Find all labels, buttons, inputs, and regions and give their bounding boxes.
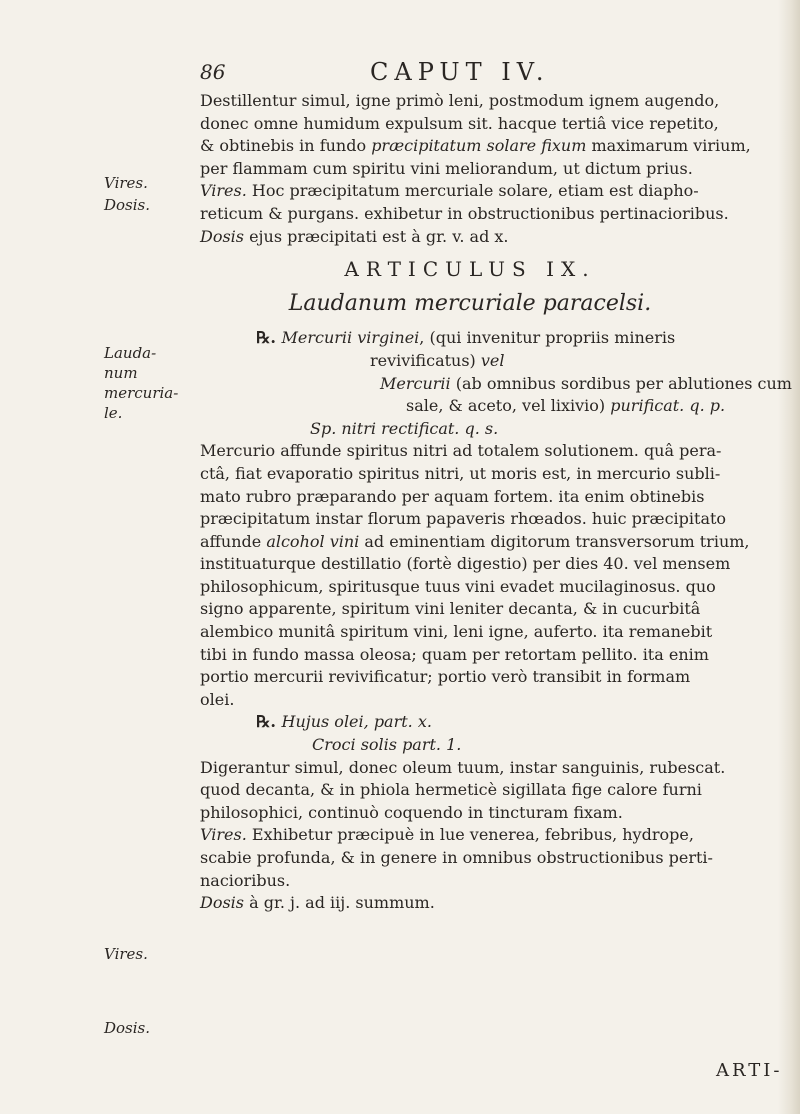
- text-line: olei.: [200, 689, 235, 709]
- text-line: reticum & purgans. exhibetur in obstructionibus pertinacioribus.: [200, 203, 729, 223]
- margin-note-vires-2: Vires.: [104, 945, 148, 963]
- text-run-italic: præcipitatum solare fixum: [371, 136, 587, 156]
- text-line: instituaturque destillatio (fortè digestio) per dies 40. vel mensem: [200, 554, 731, 574]
- text-line: nacioribus.: [200, 870, 291, 890]
- article-subtitle: Laudanum mercuriale paracelsi.: [288, 290, 652, 316]
- text-run: revivificatus): [370, 350, 481, 370]
- page-header: [200, 58, 620, 88]
- body-text: [200, 90, 792, 915]
- text-run: (ab omnibus sordibus per ablutiones cum: [450, 373, 792, 393]
- recipe-line: [200, 373, 792, 396]
- text-line: [200, 824, 780, 847]
- text-run: à gr. j. ad iij. summum.: [244, 893, 435, 913]
- text-line: quod decanta, & in phiola hermeticè sigillata fige calore furni: [200, 780, 702, 800]
- recipe-line: Sp. nitri rectificat. q. s.: [310, 418, 499, 438]
- recipe-line: [200, 350, 780, 373]
- text-line: Destillentur simul, igne primò leni, postmodum ignem augendo,: [200, 91, 720, 110]
- text-line: alembico munitâ spiritum vini, leni igne, auferto. ita remanebit: [200, 622, 713, 642]
- article-title: ARTICULUS IX.: [344, 257, 596, 282]
- margin-note-dosis-2: Dosis.: [104, 1019, 151, 1037]
- text-run: sale, & aceto, vel lixivio): [406, 396, 611, 416]
- recipe-line: Croci solis part. 1.: [312, 735, 462, 755]
- text-line: portio mercurii revivificatur; portio verò transibit in formam: [200, 667, 691, 687]
- text-run-italic: Vires.: [200, 181, 247, 201]
- text-line: [200, 531, 780, 554]
- catchword: ARTI-: [716, 1060, 783, 1081]
- text-line: philosophici, continuò coquendo in tincturam fixam.: [200, 802, 623, 822]
- page-number: 86: [200, 60, 226, 84]
- text-line: philosophicum, spiritusque tuus vini evadet mucilaginosus. quo: [200, 576, 716, 596]
- text-run: maximarum virium,: [586, 136, 751, 156]
- text-run-italic: Dosis: [200, 893, 244, 913]
- margin-note-dosis: Dosis.: [104, 196, 151, 214]
- text-line: ctâ, fiat evaporatio spiritus nitri, ut moris est, in mercurio subli-: [200, 463, 721, 483]
- text-line: Mercurio affunde spiritus nitri ad totalem solutionem. quâ pera-: [200, 441, 722, 461]
- recipe-symbol: ℞.: [256, 712, 282, 732]
- text-run-italic: Dosis: [200, 226, 244, 246]
- recipe-symbol: ℞.: [256, 328, 282, 348]
- recipe-line: [200, 327, 780, 350]
- margin-note-laudanum: [104, 343, 178, 423]
- text-run: affunde: [200, 531, 267, 551]
- text-run: , (qui invenitur propriis mineris: [419, 328, 676, 348]
- text-line: mato rubro præparando per aquam fortem. ita enim obtinebis: [200, 486, 705, 506]
- text-line: per flammam cum spiritu vini meliorandum, ut dictum prius.: [200, 158, 693, 178]
- text-line: signo apparente, spiritum vini leniter decanta, & in cucurbitâ: [200, 599, 701, 619]
- margin-note-vires: Vires.: [104, 174, 148, 192]
- text-run-italic: Mercurii virginei: [281, 328, 420, 348]
- text-run-italic: Hujus olei, part. x.: [281, 712, 432, 732]
- running-head: CAPUT IV.: [370, 58, 550, 86]
- text-run: ad eminentiam digitorum transversorum trium,: [359, 531, 750, 551]
- text-run: Hoc præcipitatum mercuriale solare, etiam est diapho-: [246, 181, 699, 201]
- text-line: [200, 226, 780, 249]
- recipe-line: [200, 711, 780, 734]
- text-run: Exhibetur præcipuè in lue venerea, febribus, hydrope,: [246, 825, 694, 845]
- text-line: scabie profunda, & in genere in omnibus obstructionibus perti-: [200, 848, 713, 867]
- text-line: [200, 892, 780, 915]
- text-line: tibi in fundo massa oleosa; quam per retortam pellito. ita enim: [200, 644, 709, 664]
- text-line: Digerantur simul, donec oleum tuum, instar sanguinis, rubescat.: [200, 757, 726, 777]
- text-run-italic: purificat. q. p.: [610, 396, 726, 416]
- text-run-italic: Vires.: [200, 825, 247, 845]
- text-run-italic: vel: [480, 350, 505, 370]
- text-line: [200, 180, 780, 203]
- text-run-italic: Mercurii: [380, 373, 451, 393]
- text-run-italic: alcohol vini: [266, 531, 360, 551]
- margin-note-laudanum-line: mercuria-: [104, 384, 179, 402]
- margin-note-laudanum-line: le.: [104, 404, 123, 422]
- recipe-line: [200, 395, 780, 418]
- text-run: ejus præcipitati est à gr. v. ad x.: [244, 226, 509, 246]
- margin-note-laudanum-line: num: [104, 364, 138, 382]
- text-run: & obtinebis in fundo: [200, 136, 372, 156]
- page-edge: [778, 0, 800, 1114]
- text-line: [200, 135, 780, 158]
- text-line: præcipitatum instar florum papaveris rhœados. huic præcipitato: [200, 509, 727, 529]
- text-line: donec omne humidum expulsum sit. hacque tertiâ vice repetito,: [200, 113, 719, 133]
- margin-note-laudanum-line: Lauda-: [104, 344, 157, 362]
